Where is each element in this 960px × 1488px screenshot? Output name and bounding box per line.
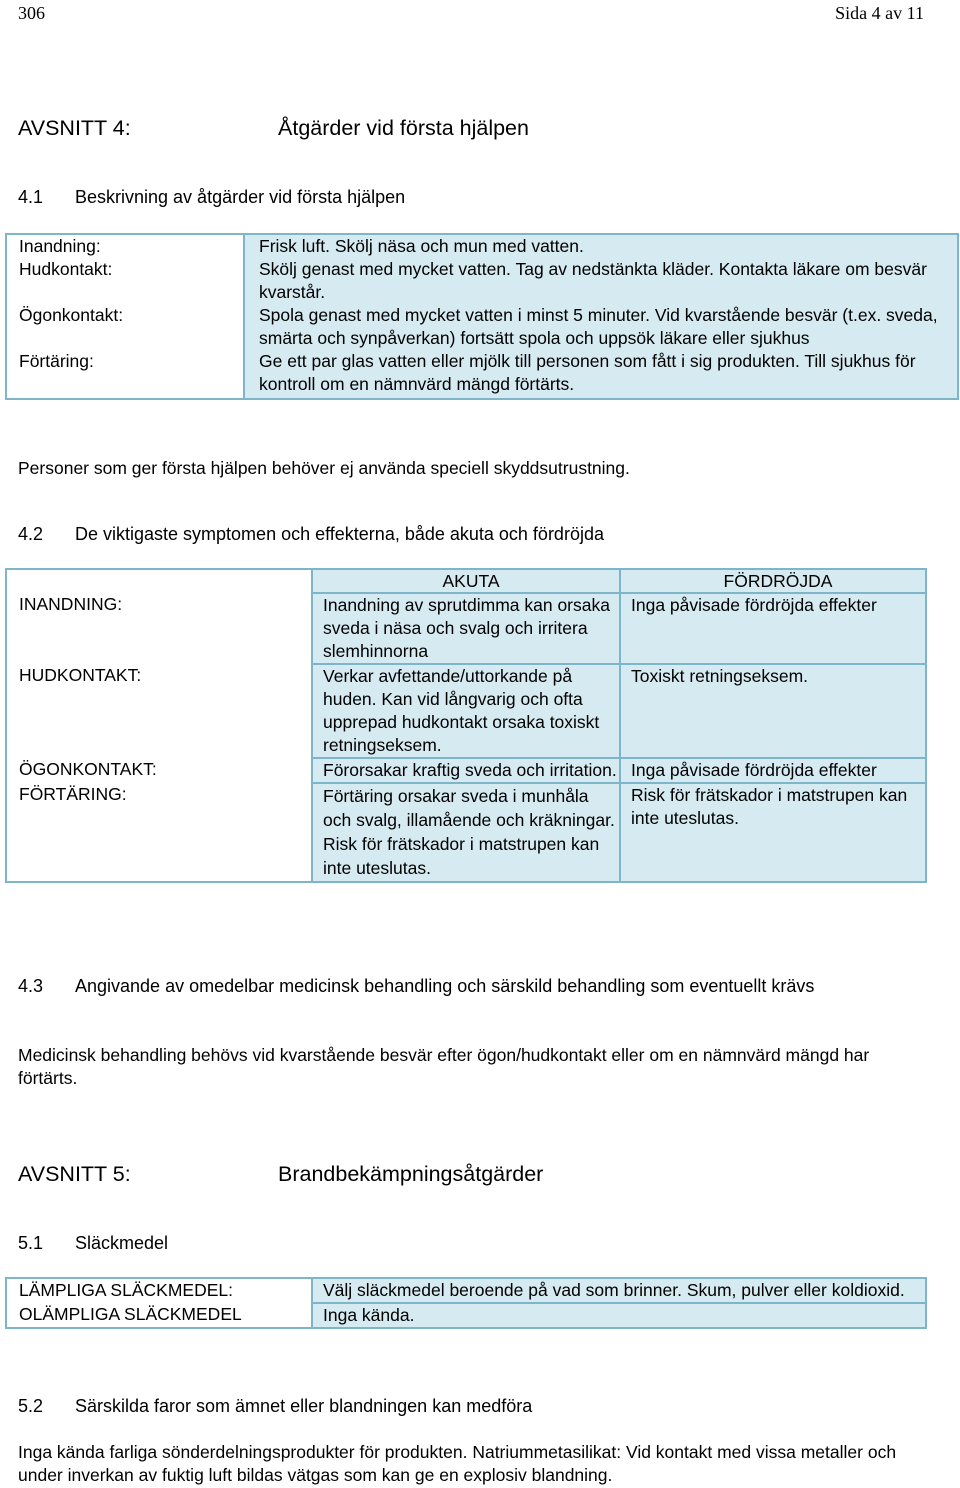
row-label: OLÄMPLIGA SLÄCKMEDEL [6, 1303, 312, 1328]
row-label: LÄMPLIGA SLÄCKMEDEL: [6, 1278, 312, 1303]
table-row [6, 758, 926, 783]
row-label: FÖRTÄRING: [6, 783, 312, 882]
subsection-4-1-title: Beskrivning av åtgärder vid första hjälpen [75, 187, 406, 207]
extinguishing-media-table [5, 1277, 927, 1329]
section4-title: Åtgärder vid första hjälpen [278, 116, 529, 140]
page-label [835, 2, 924, 25]
row-text: Ge ett par glas vatten eller mjölk till personen som fått i sig produkten. Till sjukhus för kontroll om en nämnvärd mängd förtärts. [244, 350, 958, 399]
section4-label: AVSNITT 4: [18, 116, 131, 140]
subsection-5-2-number: 5.2 [18, 1396, 44, 1416]
acute-cell: Inandning av sprutdimma kan orsaka sveda i näsa och svalg och irritera slemhinnorna [312, 593, 620, 664]
row-label: ÖGONKONTAKT: [6, 758, 312, 783]
page-number: 306 [18, 3, 45, 23]
subsection-5-1-number: 5.1 [18, 1233, 44, 1253]
row-label: HUDKONTAKT: [6, 664, 312, 758]
row-label: Hudkontakt: [6, 258, 244, 304]
acute-cell: Förorsakar kraftig sveda och irritation. [312, 758, 620, 783]
row-label: Ögonkontakt: [6, 304, 244, 350]
table-row [6, 258, 958, 304]
table-row [6, 304, 958, 350]
table-row [6, 1303, 926, 1328]
section5-label: AVSNITT 5: [18, 1162, 131, 1186]
row-text: Inga kända. [312, 1303, 926, 1328]
column-header-delayed: FÖRDRÖJDA [620, 569, 926, 593]
row-text: Skölj genast med mycket vatten. Tag av nedstänkta kläder. Kontakta läkare om besvär kvarstår. [244, 258, 958, 304]
delayed-cell: Inga påvisade fördröjda effekter [620, 593, 926, 664]
subsection-4-2-heading [18, 523, 604, 546]
table-row [6, 664, 926, 758]
subsection-5-2-heading [18, 1395, 532, 1418]
row-text: Spola genast med mycket vatten i minst 5 minuter. Vid kvarstående besvär (t.ex. sveda, smärta och synpåverkan) fortsätt spola och uppsök läkare eller sjukhus [244, 304, 958, 350]
section5-title: Brandbekämpningsåtgärder [278, 1162, 544, 1186]
acute-cell: Verkar avfettande/uttorkande på huden. Kan vid långvarig och ofta upprepad hudkontakt orsaka toxiskt retningseksem. [312, 664, 620, 758]
first-aid-note: Personer som ger första hjälpen behöver ej använda speciell skyddsutrustning. [18, 458, 630, 478]
row-label: INANDNING: [6, 593, 312, 664]
column-header-acute: AKUTA [312, 569, 620, 593]
subsection-4-2-title: De viktigaste symptomen och effekterna, både akuta och fördröjda [75, 524, 604, 544]
row-text: Frisk luft. Skölj näsa och mun med vatten. [244, 234, 958, 258]
header-empty-cell [6, 569, 312, 593]
row-text: Välj släckmedel beroende på vad som brinner. Skum, pulver eller koldioxid. [312, 1278, 926, 1303]
subsection-4-1-heading [18, 186, 405, 209]
subsection-5-1-heading [18, 1232, 168, 1255]
delayed-cell: Toxiskt retningseksem. [620, 664, 926, 758]
table-header-row [6, 569, 926, 593]
table-row [6, 1278, 926, 1303]
first-aid-table [5, 233, 959, 400]
subsection-5-1-title: Släckmedel [75, 1233, 169, 1253]
subsection-4-1-number: 4.1 [18, 187, 44, 207]
acute-cell: Förtäring orsakar sveda i munhåla och svalg, illamående och kräkningar. Risk för frätskador i matstrupen kan inte uteslutas. [312, 783, 620, 882]
table-row [6, 234, 958, 258]
subsection-4-2-number: 4.2 [18, 524, 44, 544]
delayed-cell: Inga påvisade fördröjda effekter [620, 758, 926, 783]
subsection-5-2-text: Inga kända farliga sönderdelningsprodukter för produkten. Natriummetasilikat: Vid kontakt med vissa metaller och under inverkan av fuktig luft bildas vätgas som kan ge en explosiv blandning. [18, 1442, 897, 1485]
page-label-text: Sida 4 av 11 [835, 3, 924, 23]
subsection-4-3-title: Angivande av omedelbar medicinsk behandling och särskild behandling som eventuellt krävs [75, 976, 815, 996]
subsection-4-3-number: 4.3 [18, 976, 44, 996]
subsection-4-3-heading [18, 975, 918, 998]
delayed-cell: Risk för frätskador i matstrupen kan inte uteslutas. [620, 783, 926, 882]
table-row [6, 350, 958, 399]
table-row [6, 783, 926, 882]
row-label: Inandning: [6, 234, 244, 258]
subsection-5-2-title: Särskilda faror som ämnet eller blandningen kan medföra [75, 1396, 533, 1416]
subsection-4-3-text: Medicinsk behandling behövs vid kvarstående besvär efter ögon/hudkontakt eller om en nämnvärd mängd har förtärts. [18, 1045, 870, 1088]
row-label: Förtäring: [6, 350, 244, 399]
symptoms-table [5, 568, 927, 883]
table-row [6, 593, 926, 664]
